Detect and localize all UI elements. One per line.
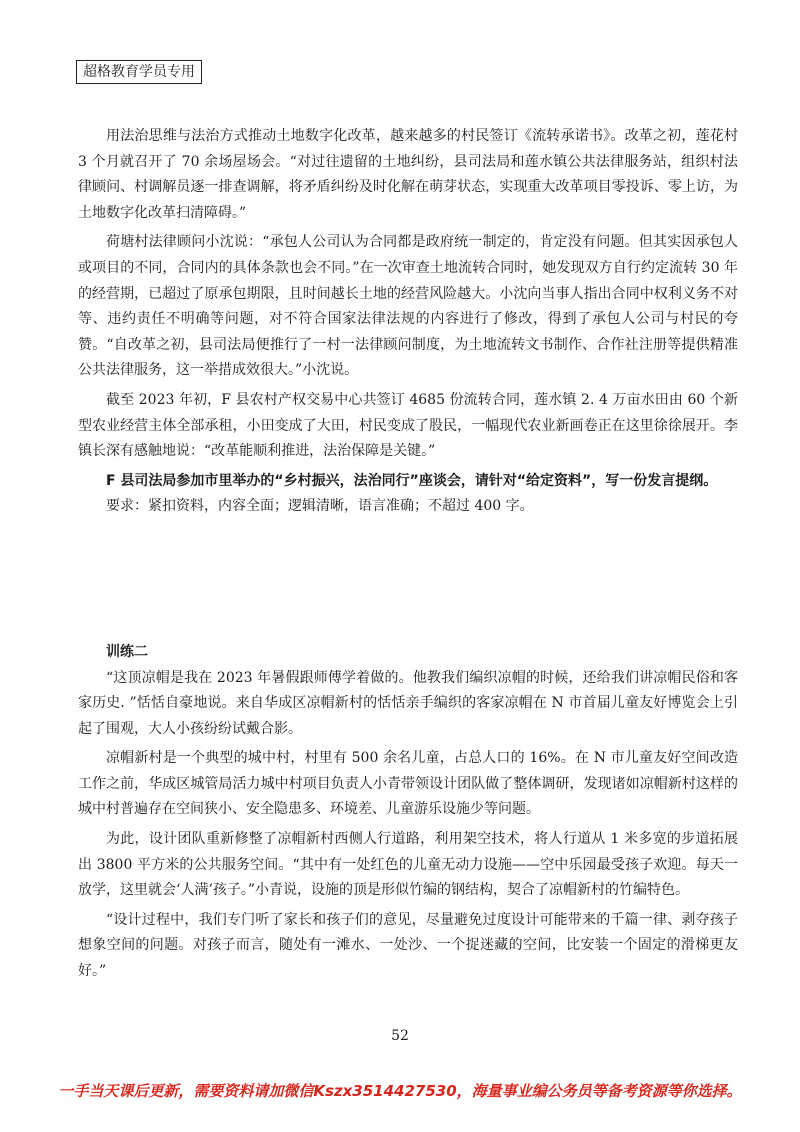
body-paragraph: “设计过程中，我们专门听了家长和孩子们的意见，尽量避免过度设计可能带来的千篇一律、剥夺孩子想象空间的问题。对孩子而言，随处有一滩水、一处沙、一个捉迷藏的空间，比安装一个固定的滑梯更友好。” bbox=[78, 911, 738, 980]
body-paragraph: 荷塘村法律顾问小沈说：“承包人公司认为合同都是政府统一制定的，肯定没有问题。但其实因承包人或项目的不同，合同内的具体条款也会不同。”在一次审查土地流转合同时，她发现双方自行约定流转 30 年的经营期，已超过了原承包期限，且时间越长土地的经营风险越大。小沈向当事人指出合同中权利义务不对等、违约责任不明确等问题，对不符合国家法律法规的内容进行了修改，得到了承包人公司与村民的夸赞。“自改革之初，县司法局便推行了一村一法律顾问制度，为土地流转文书制作、合作社注册等提供精准公共法律服务，这一举措成效很大。”小沈说。 bbox=[78, 234, 738, 379]
body-paragraph: 为此，设计团队重新修整了凉帽新村西侧人行道路，利用架空技术，将人行道从 1 米多宽的步道拓展出 3800 平方米的公共服务空间。“其中有一处红色的儿童无动力设施——空中乐园最受孩子欢迎。每天一放学，这里就会‘人满’孩子。”小青说，设施的顶是形似竹编的钢结构，契合了凉帽新村的竹编特色。 bbox=[78, 831, 738, 899]
task-requirement: 要求：紧扣资料，内容全面；逻辑清晰，语言准确；不超过 400 字。 bbox=[106, 498, 534, 515]
task-prompt: F 县司法局参加市里举办的“乡村振兴，法治同行”座谈会，请针对“给定资料”，写一份发言提纲。 bbox=[106, 472, 718, 489]
header-label: 超格教育学员专用 bbox=[76, 60, 202, 84]
body-paragraph: 用法治思维与法治方式推动土地数字化改革，越来越多的村民签订《流转承诺书》。改革之初，莲花村 3 个月就召开了 70 余场屋场会。“对过往遗留的土地纠纷，县司法局和莲水镇公共法律服务站，组织村法律顾问、村调解员逐一排查调解，将矛盾纠纷及时化解在萌芽状态，实现重大改革项目零投诉、零上访，为土地数字化改革扫清障碍。” bbox=[78, 128, 738, 221]
page-number: 52 bbox=[391, 1028, 409, 1044]
section-heading: 训练二 bbox=[106, 643, 148, 660]
body-paragraph: “这顶凉帽是我在 2023 年暑假跟师傅学着做的。他教我们编织凉帽的时候，还给我们讲凉帽民俗和客家历史. ”恬恬自豪地说。来自华成区凉帽新村的恬恬亲手编织的客家凉帽在 N 市首届儿童友好博览会上引起了围观，大人小孩纷纷试戴合影。 bbox=[78, 669, 738, 737]
main-content bbox=[78, 124, 738, 985]
body-paragraph: 凉帽新村是一个典型的城中村，村里有 500 余名儿童，占总人口的 16%。在 N 市儿童友好空间改造工作之前，华成区城管局活力城中村项目负责人小青带领设计团队做了整体调研，发现诸如凉帽新村这样的城中村普遍存在空间狭小、安全隐患多、环境差、儿童游乐设施少等问题。 bbox=[78, 750, 738, 818]
section-spacer bbox=[78, 520, 738, 640]
body-paragraph: 截至 2023 年初，F 县农村产权交易中心共签订 4685 份流转合同，莲水镇 2. 4 万亩水田由 60 个新型农业经营主体全部承租，小田变成了大田，村民变成了股民，一幅现代农业新画卷正在这里徐徐展开。李镇长深有感触地说：“改革能顺利推进，法治保障是关键。” bbox=[78, 391, 738, 460]
footer-notice: 一手当天课后更新，需要资料请加微信Kszx3514427530，海量事业编公务员等备考资源等你选择。 bbox=[58, 1082, 742, 1100]
